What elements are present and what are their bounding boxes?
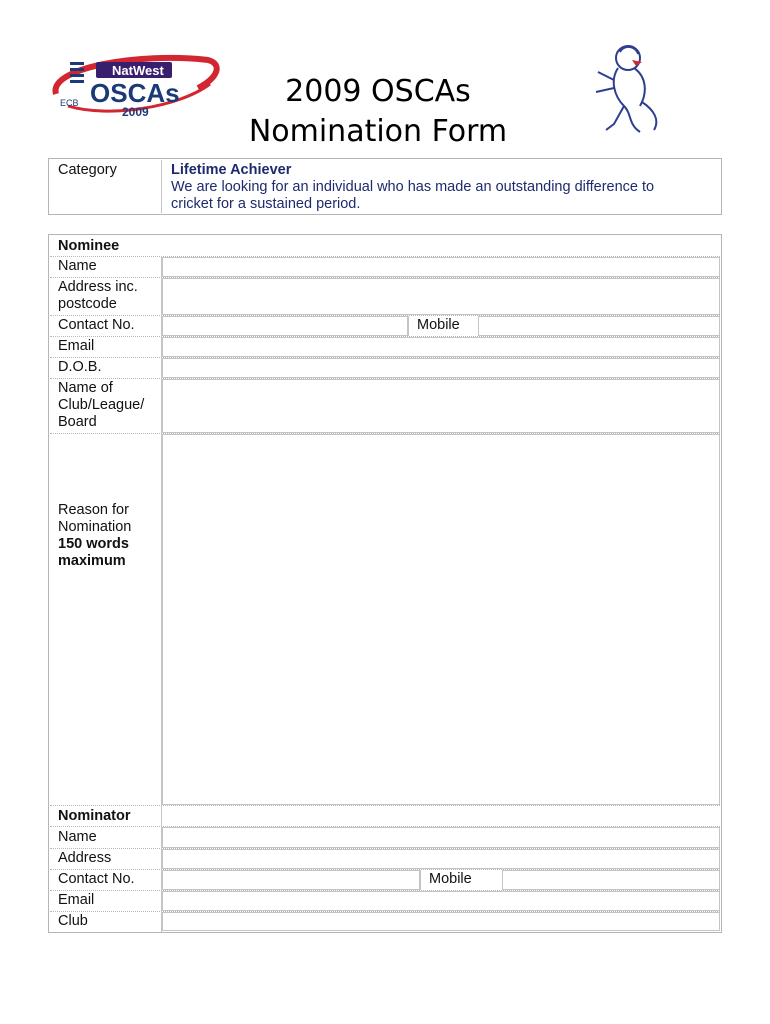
- logo-brand-text: NatWest: [112, 63, 164, 78]
- lion-emblem-icon: [584, 40, 668, 138]
- nominee-club-label-line-2: Club/League/: [58, 397, 145, 413]
- logo-org-text: ECB: [60, 98, 79, 108]
- reason-word-limit-line-2: maximum: [58, 553, 126, 569]
- category-label: Category: [58, 162, 117, 178]
- nominator-contact-label: Contact No.: [58, 871, 135, 887]
- category-description-line-1: We are looking for an individual who has made an outstanding difference to: [171, 179, 655, 195]
- nominee-contact-field[interactable]: [162, 316, 408, 336]
- nominee-address-field[interactable]: [162, 278, 720, 315]
- nominee-address-label-line-1: Address inc.: [58, 279, 138, 295]
- page-title: [200, 72, 556, 152]
- nominee-name-field[interactable]: [162, 257, 720, 277]
- nominee-club-label-line-1: Name of: [58, 380, 113, 396]
- nominator-email-label: Email: [58, 892, 95, 908]
- nominator-contact-field[interactable]: [162, 870, 420, 890]
- nominator-mobile-label: Mobile: [429, 871, 472, 887]
- nominator-club-field[interactable]: [162, 912, 720, 931]
- reason-label-line-1: Reason for: [58, 502, 129, 518]
- nominator-address-label: Address: [58, 850, 112, 866]
- nominee-email-field[interactable]: [162, 337, 720, 357]
- nominator-club-label: Club: [58, 913, 88, 929]
- title-line-1: 2009 OSCAs: [285, 74, 471, 109]
- nominator-mobile-field[interactable]: [502, 870, 720, 890]
- nominee-mobile-field[interactable]: [478, 316, 720, 336]
- nominee-contact-label: Contact No.: [58, 317, 135, 333]
- logo-year-text: 2009: [122, 105, 149, 119]
- reason-label-line-2: Nomination: [58, 519, 132, 535]
- reason-for-nomination-field[interactable]: [162, 434, 720, 805]
- nominee-club-label-line-3: Board: [58, 414, 97, 430]
- nominee-dob-label: D.O.B.: [58, 359, 102, 375]
- nominee-heading: Nominee: [58, 238, 120, 254]
- title-line-2: Nomination Form: [248, 114, 508, 149]
- nominee-dob-field[interactable]: [162, 358, 720, 378]
- category-description-line-2: cricket for a sustained period.: [171, 196, 361, 212]
- nominee-name-label: Name: [58, 258, 97, 274]
- natwest-oscas-logo: [48, 48, 220, 120]
- nominator-address-field[interactable]: [162, 849, 720, 869]
- nominator-name-field[interactable]: [162, 827, 720, 848]
- nominee-email-label: Email: [58, 338, 95, 354]
- nominator-heading: Nominator: [58, 808, 131, 824]
- reason-word-limit-line-1: 150 words: [58, 536, 129, 552]
- logo-name-text: OSCAs: [90, 78, 180, 108]
- nominee-club-field[interactable]: [162, 379, 720, 433]
- category-value-title: Lifetime Achiever: [171, 162, 292, 178]
- nominee-mobile-label: Mobile: [417, 317, 460, 333]
- nominator-name-label: Name: [58, 829, 97, 845]
- nominee-address-label-line-2: postcode: [58, 296, 117, 312]
- nominator-email-field[interactable]: [162, 891, 720, 911]
